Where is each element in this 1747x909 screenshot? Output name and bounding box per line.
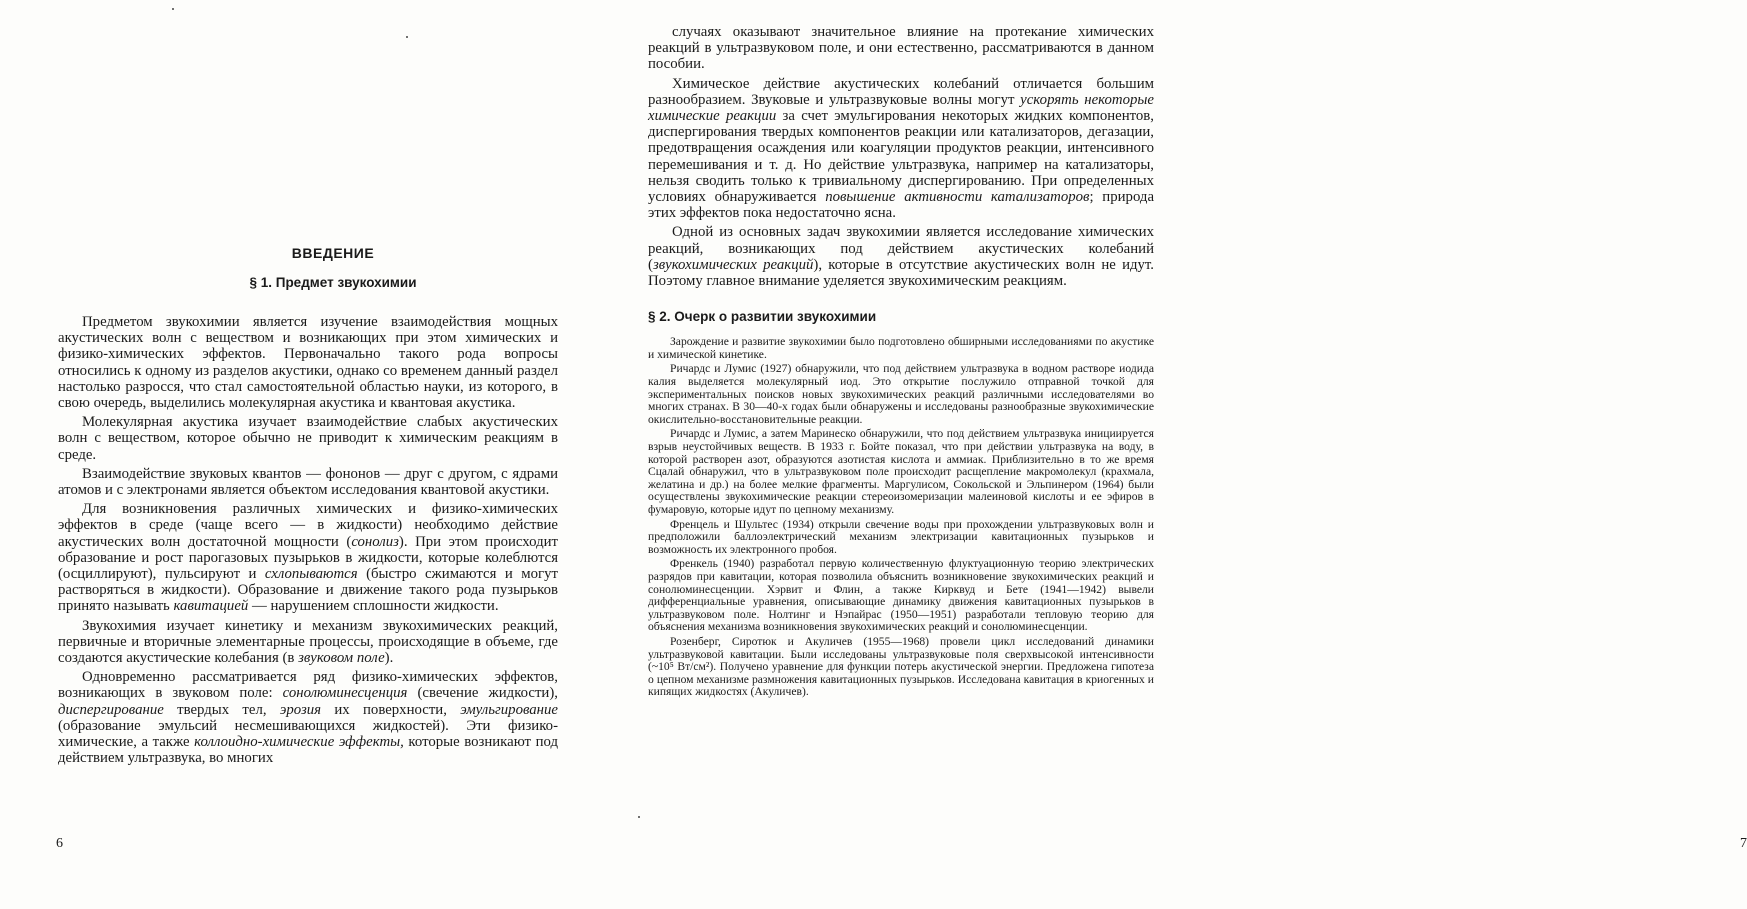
- text-run: Предметом звукохимии является изучение взаимодействия мощных акустических волн с веществом и возникающих при этом химических и физико-химических эффектов. Первоначально такого рода вопросы относились к одному из разделов акустики, однако со временем данный раздел настолько разросся, что стал самостоятельной областью науки, из которого, в свою очередь, выделились молекулярная акустика и квантовая акустика.: [58, 314, 558, 412]
- section-2-heading: § 2. Очерк о развитии звукохимии: [648, 309, 877, 325]
- small-paragraph: Френцель и Шультес (1934) открыли свечение воды при прохождении ультразвуковых волн и предположили баллоэлектрический механизм электризации кавитационных пузырьков и возможность их электронного пробоя.: [648, 517, 1154, 556]
- small-paragraph: Зарождение и развитие звукохимии было подготовлено обширными исследованиями по акустике и химической кинетике.: [648, 335, 1154, 361]
- paragraph: [648, 24, 1154, 73]
- text-run: Химическое действие акустических колебаний отличается большим разнообразием. Звуковые и ультразвуковые волны могут: [648, 75, 1154, 108]
- paragraph: [58, 618, 558, 667]
- text-run: их поверхности,: [321, 701, 461, 718]
- page-number-left: 6: [56, 836, 63, 851]
- left-page: [0, 0, 600, 909]
- section-2-small-text: [648, 336, 1154, 699]
- text-run: Одной из основных задач звукохимии является исследование химических реакций, возникающих под действием акустических колебаний (: [648, 224, 1154, 273]
- small-paragraph: Френкель (1940) разработал первую количественную флуктуационную теорию электрических разрядов при кавитации, которая позволила объяснить возникновение звукохимических реакций и сонолюминесценции. Хэрвит и Флин, а также Кирквуд и Бете (1941—1942) вывели дифференциальные уравнения, описывающие динамику движения кавитационных пузырьков в ультразвуковом поле. Нолтинг и Нэпайрас (1950—1951) разработали тепловую теорию для объяснения механизма возникновения звукохимических реакций и сонолюминесценции.: [648, 557, 1154, 634]
- text-run: Одновременно рассматривается ряд физико-химических эффектов, возникающих в звуковом поле:: [58, 669, 558, 702]
- emphasis-term: ускорять некоторые химические реакции: [648, 91, 1154, 125]
- right-paragraphs: [648, 24, 1154, 289]
- emphasis-term: повышение активности катализаторов: [825, 189, 1090, 206]
- paragraph: [58, 669, 558, 766]
- emphasis-term: сонолюминесценция: [282, 685, 408, 702]
- emphasis-term: звукохимических реакций: [652, 256, 814, 273]
- paragraph: [58, 466, 558, 498]
- scan-speck: [172, 8, 174, 10]
- text-run: (свечение жидкости),: [407, 685, 558, 702]
- paragraph: [648, 224, 1154, 289]
- text-run: Взаимодействие звуковых квантов — фононов — друг с другом, с ядрами атомов и с электронами является объектом исследования квантовой акустики.: [58, 465, 558, 499]
- emphasis-term: сонолиз: [351, 533, 399, 550]
- left-paragraphs: [58, 314, 558, 766]
- paragraph: [58, 501, 558, 614]
- emphasis-term: кавитацией: [173, 598, 249, 615]
- right-text-column: [648, 24, 1154, 699]
- emphasis-term: диспергирование: [58, 701, 164, 718]
- text-run: которые возникают под действием ультразвука, во многих: [58, 734, 558, 767]
- text-run: — нарушением сплошности жидкости.: [248, 598, 499, 615]
- text-run: (образование эмульсий несмешивающихся жидкостей). Эти физико-химические, а также: [58, 717, 558, 751]
- emphasis-term: звуковом поле: [298, 650, 385, 667]
- text-run: ; природа этих эффектов пока недостаточно ясна.: [648, 189, 1155, 222]
- paragraph: [648, 76, 1154, 222]
- text-run: твердых тел,: [163, 701, 280, 718]
- paragraph: [58, 314, 558, 411]
- section-1-heading: § 1. Предмет звукохимии: [249, 275, 417, 290]
- text-run: Для возникновения различных химических и физико-химических эффектов в среде (чаще всего — в жидкости) необходимо действие акустических волн достаточной мощности (: [58, 501, 558, 550]
- text-run: Звукохимия изучает кинетику и механизм звукохимических реакций, первичные и вторичные элементарные процессы, происходящие в объеме, где создаются акустические колебания (в: [58, 617, 558, 667]
- text-run: ). При этом происходит образование и рост парогазовых пузырьков в жидкости, которые колеблются (осциллируют), пульсируют и: [58, 533, 559, 583]
- text-run: ), которые в отсутствие акустических волн не идут. Поэтому главное внимание уделяется звукохимическим реакциям.: [648, 256, 1154, 290]
- text-run: (быстро сжимаются и могут растворяться в жидкости). Образование и движение такого рода пузырьков принято называть: [58, 566, 558, 615]
- emphasis-term: схлопываются: [264, 566, 358, 583]
- emphasis-term: эрозия: [279, 701, 322, 718]
- emphasis-term: коллоидно-химические эффекты,: [194, 734, 404, 751]
- text-run: за счет эмульгирования некоторых жидких компонентов, диспергирования твердых компонентов реакции или катализаторов, дегазации, предотвращения осаждения или коагуляции продуктов реакции, интенсивного перемешивания и т. д. Но действие ультразвука, например на катализаторы, нельзя сводить только к тривиальному диспергированию. При определенных условиях обнаруживается: [648, 108, 1154, 206]
- text-run: случаях оказывают значительное влияние на протекание химических реакций в ультразвуковом поле, и они естественно, рассматриваются в данном пособии.: [648, 24, 1154, 73]
- left-text-column: [58, 245, 558, 766]
- text-run: ).: [384, 650, 394, 667]
- scan-speck: [406, 36, 408, 38]
- chapter-heading: ВВЕДЕНИЕ: [291, 245, 375, 261]
- small-paragraph: Ричардс и Лумис, а затем Маринеско обнаружили, что под действием ультразвука инициируется взрыв неустойчивых веществ. В 1933 г. Бойте показал, что при действии ультразвука на воду, в которой растворен азот, образуются азотистая кислота и аммиак. Приблизительно в то же время Сцалай обнаружил, что в ультразвуковом поле происходит расщепление макромолекул (крахмала, желатина и др.) на более мелкие фрагменты. Маргулисом, Сокольской и Эльпинером (1964) были осуществлены звукохимические реакции стереоизомеризации малеиновой кислоты и ее эфиров в фумаровую, которые идут по цепному механизму.: [648, 427, 1154, 516]
- page-number-right: 7: [1740, 836, 1747, 851]
- small-paragraph: Розенберг, Сиротюк и Акуличев (1955—1968) провели цикл исследований динамики ультразвуковой кавитации. Были исследованы ультразвуковые поля сверхвысокой интенсивности (~10⁵ Вт/см²). Получено уравнение для функции потерь акустической энергии. Предложена гипотеза о цепном механизме размножения кавитационных пузырьков. Исследована кавитация в криогенных и кипящих жидкостях (Акуличев).: [648, 634, 1154, 699]
- emphasis-term: эмульгирование: [460, 701, 558, 718]
- text-run: Молекулярная акустика изучает взаимодействие слабых акустических волн с веществом, которое обычно не приводит к химическим реакциям в среде.: [58, 414, 558, 463]
- scan-speck: [638, 816, 640, 818]
- paragraph: [58, 414, 558, 463]
- small-paragraph: Ричардс и Лумис (1927) обнаружили, что под действием ультразвука в водном растворе иодида калия выделяется молекулярный иод. Это открытие послужило отправной точкой для экспериментальных поисков новых звукохимических реакций различными исследователями во многих странах. В 30—40-х годах были обнаружены и исследованы разнообразные звукохимические окислительно-восстановительные реакции.: [648, 362, 1154, 426]
